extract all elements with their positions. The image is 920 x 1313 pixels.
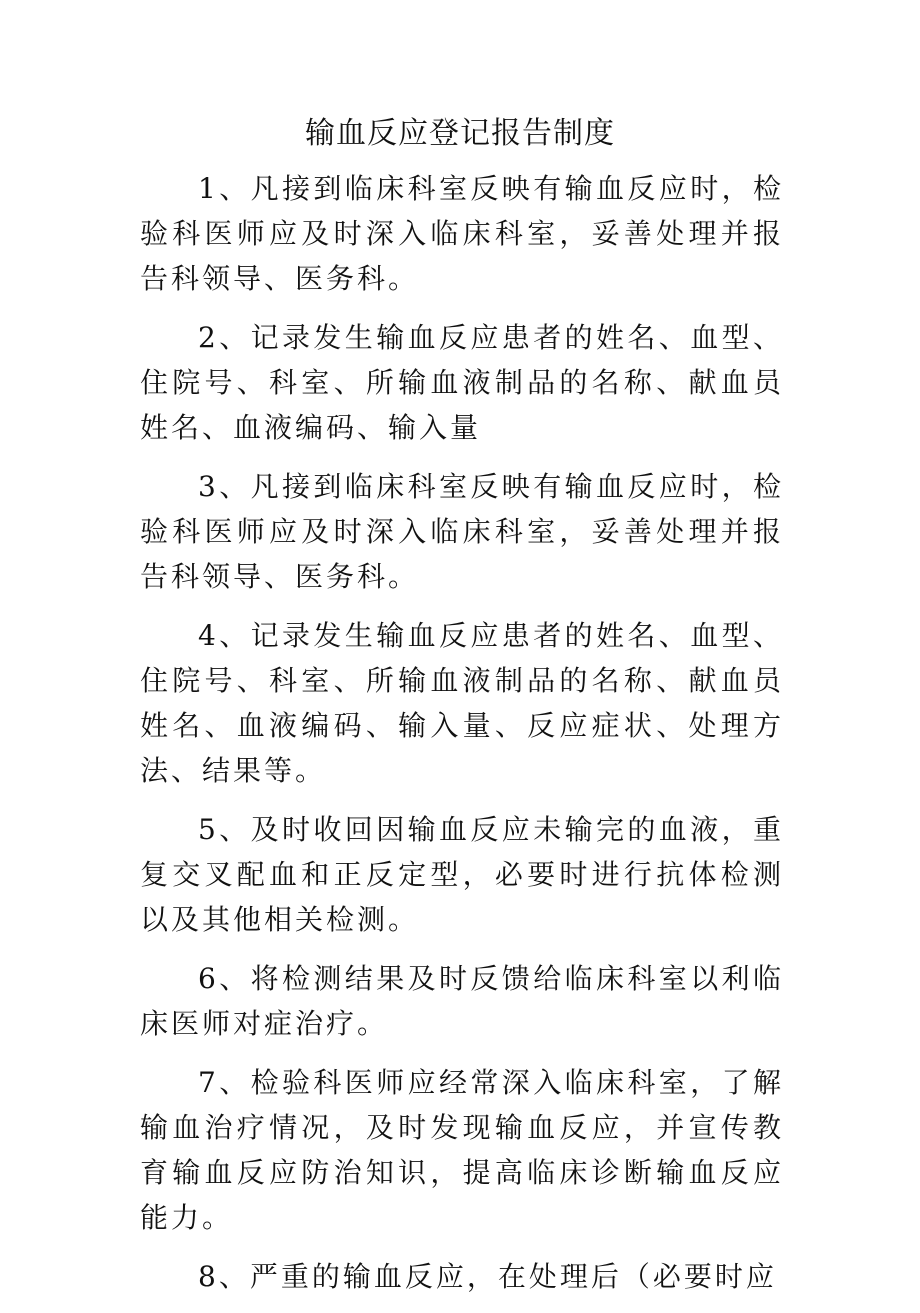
paragraph-6: 6、将检测结果及时反馈给临床科室以利临床医师对症治疗。 — [140, 962, 784, 1040]
paragraph-4: 4、记录发生输血反应患者的姓名、血型、住院号、科室、所输血液制品的名称、献血员姓名、血液编码、输入量、反应症状、处理方法、结果等。 — [140, 619, 784, 787]
paragraph-3: 3、凡接到临床科室反映有输血反应时，检验科医师应及时深入临床科室，妥善处理并报告科领导、医务科。 — [140, 470, 784, 593]
paragraph-7: 7、检验科医师应经常深入临床科室，了解输血治疗情况，及时发现输血反应，并宣传教育输血反应防治知识，提高临床诊断输血反应能力。 — [140, 1066, 784, 1234]
paragraph-8: 8、严重的输血反应，在处理后（必要时应 — [198, 1260, 777, 1293]
document-body — [140, 166, 784, 1313]
paragraph-2: 2、记录发生输血反应患者的姓名、血型、住院号、科室、所输血液制品的名称、献血员姓名、血液编码、输入量 — [140, 321, 784, 444]
paragraph-5: 5、及时收回因输血反应未输完的血液，重复交叉配血和正反定型，必要时进行抗体检测以及其他相关检测。 — [140, 813, 784, 936]
paragraph-1: 1、凡接到临床科室反映有输血反应时，检验科医师应及时深入临床科室，妥善处理并报告科领导、医务科。 — [140, 172, 784, 295]
document-title: 输血反应登记报告制度 — [305, 116, 615, 151]
